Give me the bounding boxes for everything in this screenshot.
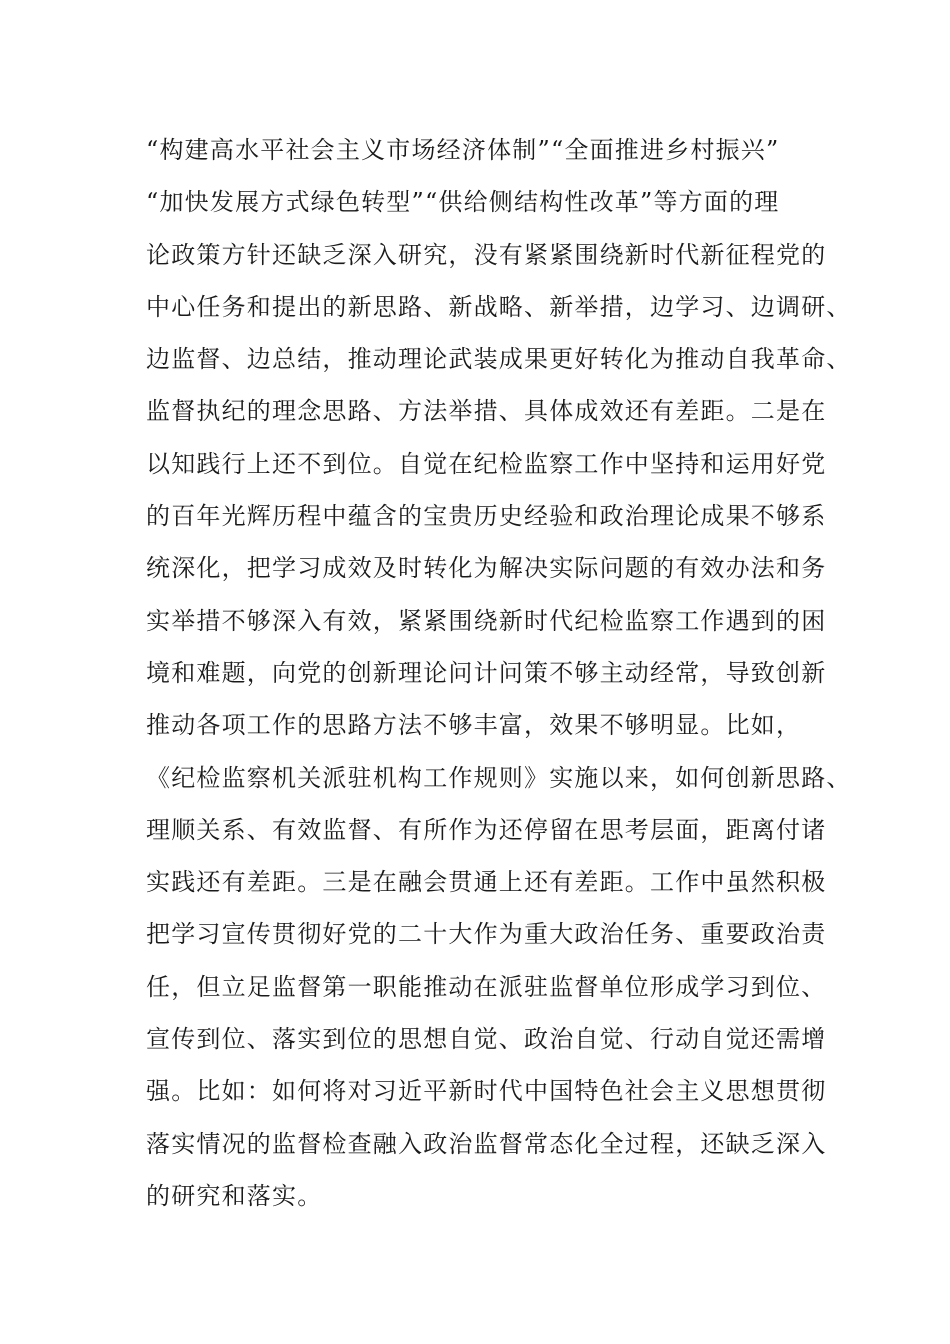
text-line: 实践还有差距。三是在融会贯通上还有差距。工作中虽然积极 (146, 868, 827, 897)
text-line: 落实情况的监督检查融入政治监督常态化全过程，还缺乏深入 (146, 1129, 827, 1158)
text-line: 实举措不够深入有效，紧紧围绕新时代纪检监察工作遇到的困 (146, 606, 827, 635)
text-line: 宣传到位、落实到位的思想自觉、政治自觉、行动自觉还需增 (146, 1025, 827, 1054)
text-line: 以知践行上还不到位。自觉在纪检监察工作中坚持和运用好党 (146, 449, 827, 478)
text-line: 的研究和落实。 (146, 1181, 323, 1210)
text-line: 的百年光辉历程中蕴含的宝贵历史经验和政治理论成果不够系 (146, 502, 827, 531)
text-line: 论政策方针还缺乏深入研究，没有紧紧围绕新时代新征程党的 (146, 240, 827, 269)
text-line: 统深化，把学习成效及时转化为解决实际问题的有效办法和务 (146, 554, 827, 583)
text-line: 境和难题，向党的创新理论问计问策不够主动经常，导致创新 (146, 658, 827, 687)
text-line: 强。比如：如何将对习近平新时代中国特色社会主义思想贯彻 (146, 1077, 827, 1106)
text-line: 把学习宣传贯彻好党的二十大作为重大政治任务、重要政治责 (146, 920, 827, 949)
text-line: 推动各项工作的思路方法不够丰富，效果不够明显。比如， (146, 711, 802, 740)
text-line: 任，但立足监督第一职能推动在派驻监督单位形成学习到位、 (146, 972, 827, 1001)
text-line: 中心任务和提出的新思路、新战略、新举措，边学习、边调研、 (146, 292, 852, 321)
body-text (146, 128, 852, 1226)
text-line: 边监督、边总结，推动理论武装成果更好转化为推动自我革命、 (146, 345, 852, 374)
text-line: 《纪检监察机关派驻机构工作规则》实施以来，如何创新思路、 (146, 763, 852, 792)
text-line: 监督执纪的理念思路、方法举措、具体成效还有差距。二是在 (146, 397, 827, 426)
text-line: “加快发展方式绿色转型”“供给侧结构性改革”等方面的理 (146, 188, 780, 217)
text-line: “构建高水平社会主义市场经济体制”“全面推进乡村振兴” (146, 136, 780, 164)
text-line: 理顺关系、有效监督、有所作为还停留在思考层面，距离付诸 (146, 815, 827, 844)
